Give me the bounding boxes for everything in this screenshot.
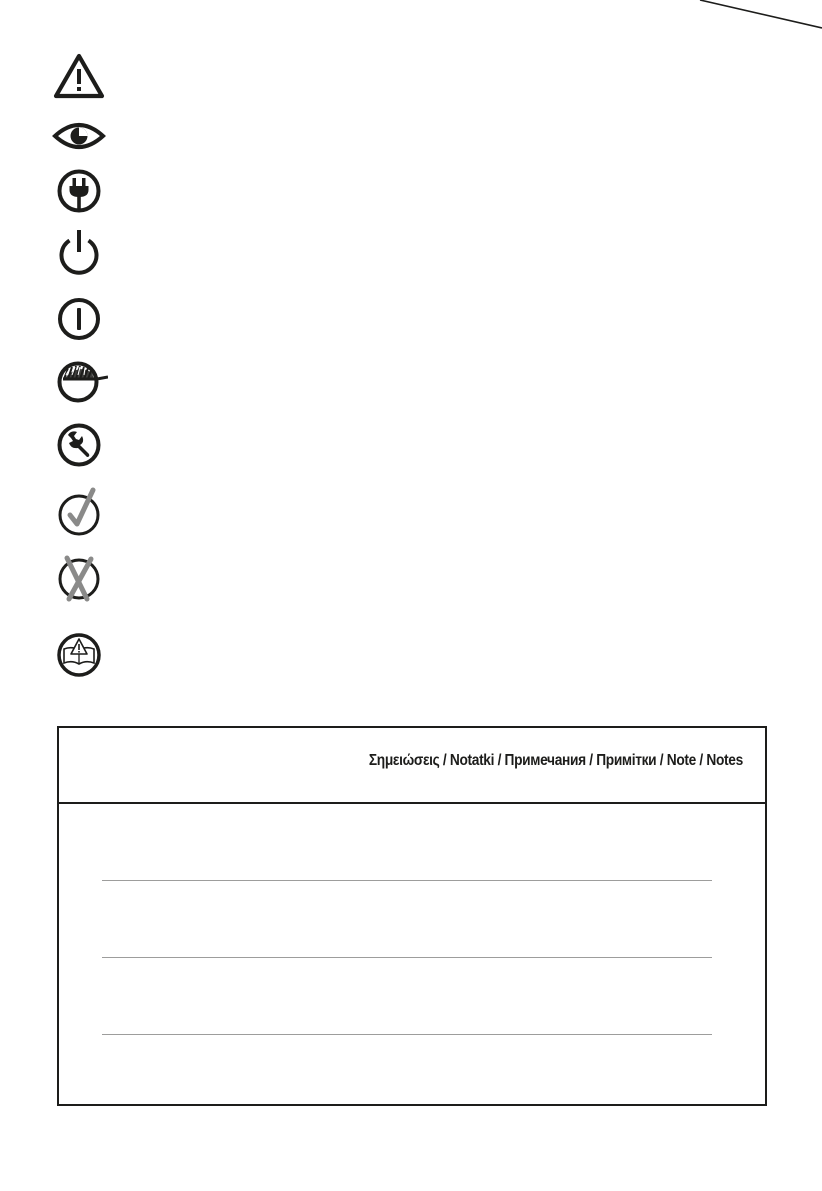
plug-icon <box>50 162 108 220</box>
notes-title: Σημειώσεις / Notatki / Примечания / Примітки / Note / Notes <box>368 752 743 769</box>
checkmark-icon <box>50 484 108 542</box>
notes-box <box>57 726 767 1106</box>
wrench-icon <box>50 416 108 474</box>
on-off-icon <box>50 290 108 348</box>
notes-line[interactable] <box>102 880 712 881</box>
notes-line[interactable] <box>102 1034 712 1035</box>
notes-header <box>59 728 765 804</box>
corner-line-decoration <box>0 0 822 60</box>
cross-icon <box>50 550 108 608</box>
eye-icon <box>50 107 108 165</box>
brush-icon <box>50 353 108 411</box>
manual-icon <box>50 626 108 684</box>
notes-line[interactable] <box>102 957 712 958</box>
power-icon <box>50 223 108 281</box>
warning-triangle-icon <box>50 47 108 105</box>
